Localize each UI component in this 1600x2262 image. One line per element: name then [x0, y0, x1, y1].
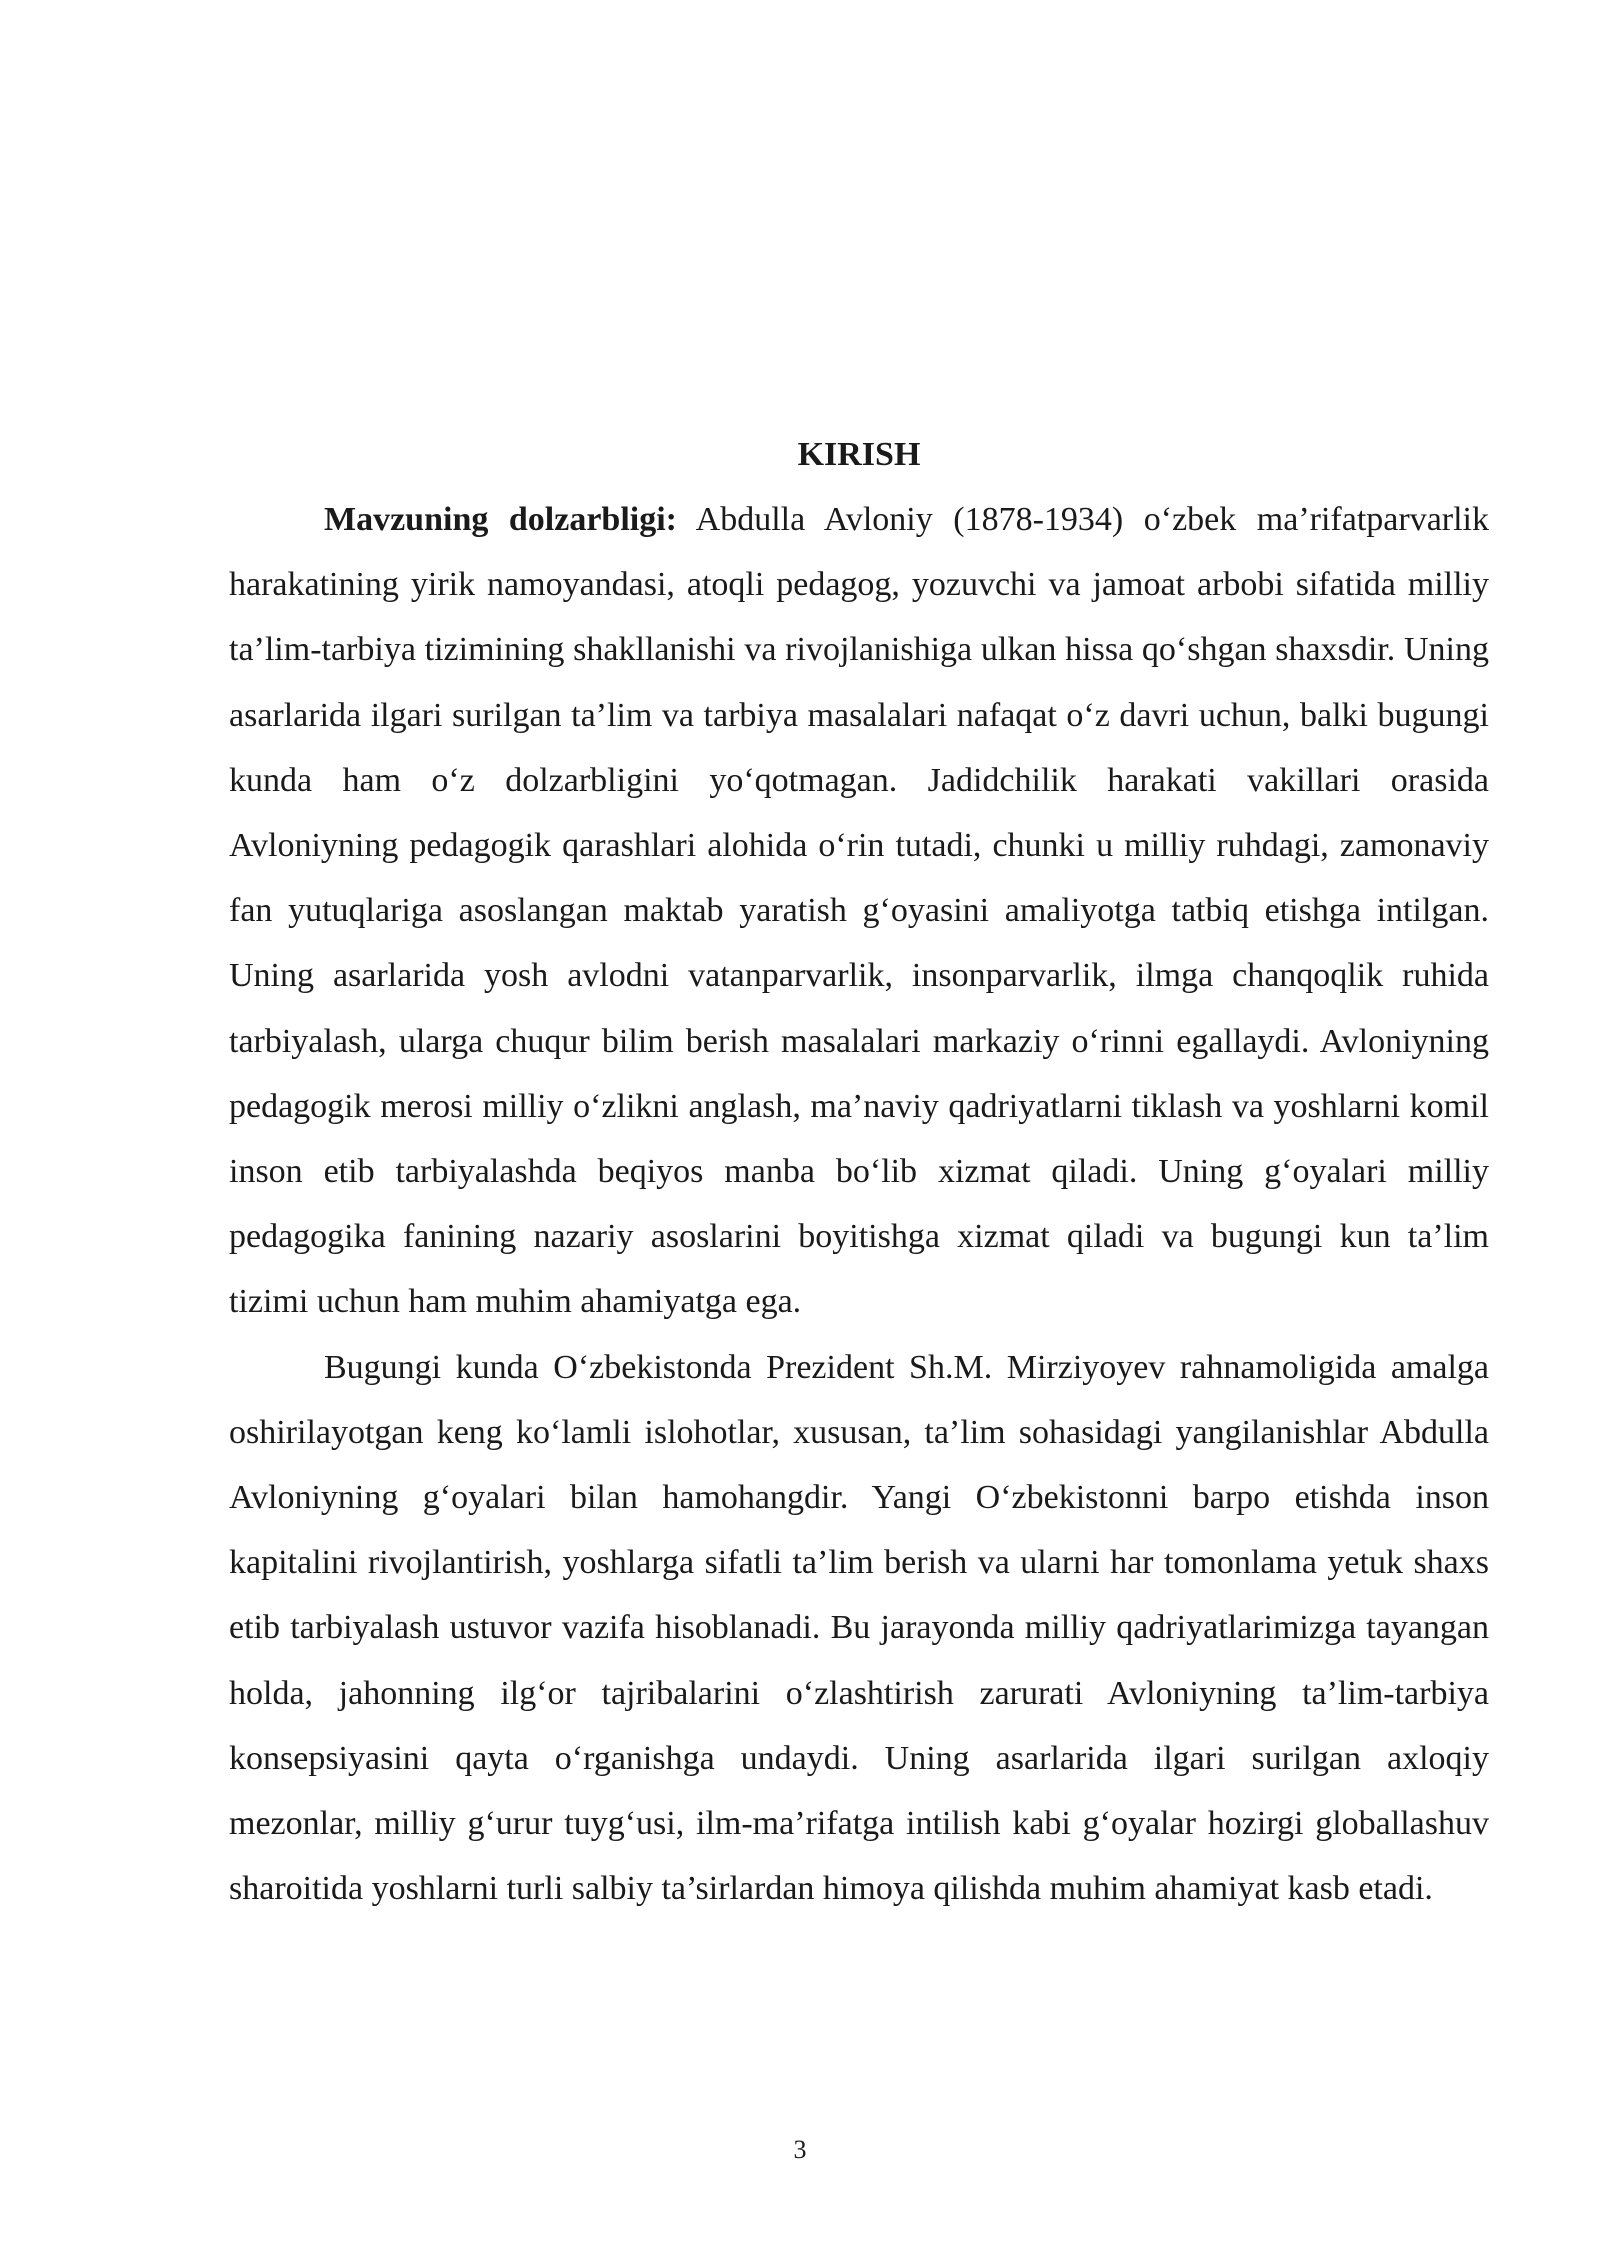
document-body: [229, 422, 1489, 1921]
page-number: 3: [793, 2135, 807, 2164]
section-heading: KIRISH: [797, 436, 921, 473]
paragraph-relevance: [229, 487, 1489, 1335]
paragraph-text: Bugungi kunda O‘zbekistonda Prezident Sh.M. Mirziyoyev rahnamoligida amalga oshirilayotgan keng ko‘lamli islohotlar, xususan, ta’lim sohasidagi yangilanishlar Abdulla Avloniyning g‘oyalari bilan hamohangdir. Yangi O‘zbekistonni barpo etishda inson kapitalini rivojlantirish, yoshlarga sifatli ta’lim berish va ularni har tomonlama yetuk shaxs etib tarbiyalash ustuvor vazifa hisoblanadi. Bu jarayonda milliy qadriyatlarimizga tayangan holda, jahonning ilg‘or tajribalarini o‘zlashtirish zarurati Avloniyning ta’lim-tarbiya konsepsiyasini qayta o‘rganishga undaydi. Uning asarlarida ilgari surilgan axloqiy mezonlar, milliy g‘urur tuyg‘usi, ilm-ma’rifatga intilish kabi g‘oyalar hozirgi globallashuv sharoitida yoshlarni turli salbiy ta’sirlardan himoya qilishda muhim ahamiyat kasb etadi.: [229, 1348, 1489, 1908]
paragraph-text: Abdulla Avloniy (1878-1934) o‘zbek ma’rifatparvarlik harakatining yirik namoyandasi, atoqli pedagog, yozuvchi va jamoat arbobi sifatida milliy ta’lim-tarbiya tizimining shakllanishi va rivojlanishiga ulkan hissa qo‘shgan shaxsdir. Uning asarlarida ilgari surilgan ta’lim va tarbiya masalalari nafaqat o‘z davri uchun, balki bugungi kunda ham o‘z dolzarbligini yo‘qotmagan. Jadidchilik harakati vakillari orasida Avloniyning pedagogik qarashlari alohida o‘rin tutadi, chunki u milliy ruhdagi, zamonaviy fan yutuqlariga asoslangan maktab yaratish g‘oyasini amaliyotga tatbiq etishga intilgan. Uning asarlarida yosh avlodni vatanparvarlik, insonparvarlik, ilmga chanqoqlik ruhida tarbiyalash, ularga chuqur bilim berish masalalari markaziy o‘rinni egallaydi. Avloniyning pedagogik merosi milliy o‘zlikni anglash, ma’naviy qadriyatlarni tiklash va yoshlarni komil inson etib tarbiyalashda beqiyos manba bo‘lib xizmat qiladi. Uning g‘oyalari milliy pedagogika fanining nazariy asoslarini boyitishga xizmat qiladi va bugungi kun ta’lim tizimi uchun ham muhim ahamiyatga ega.: [229, 501, 1490, 1321]
paragraph-reforms: [229, 1335, 1489, 1922]
paragraph-lead-term: Mavzuning dolzarbligi:: [324, 501, 677, 538]
